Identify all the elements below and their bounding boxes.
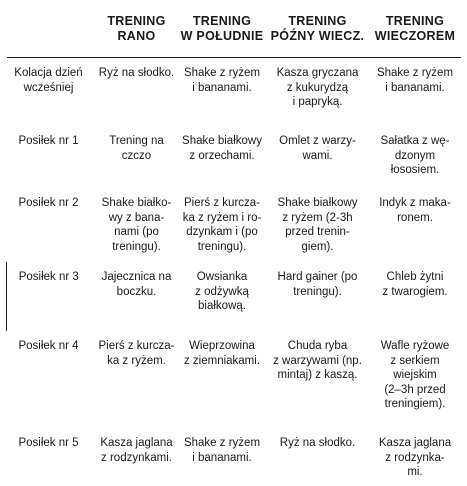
table-cell: Wafle ryżowe z serkiem wiejskim (2–3h przed treningiem). — [370, 331, 461, 428]
table-row — [7, 428, 461, 486]
row-label: Posiłek nr 2 — [7, 188, 95, 262]
header-training-late-evening: TRENING PÓŹNY WIECZ. — [266, 8, 370, 58]
table-cell: Kasza jaglana z rodzynka- mi. — [370, 428, 461, 486]
table-cell: Pierś z kurcza- ka z ryżem. — [95, 331, 179, 428]
table-cell: Wieprzowina z ziemniakami. — [179, 331, 266, 428]
header-corner — [7, 8, 95, 58]
table-cell: Sałatka z wę- dzonym łososiem. — [370, 126, 461, 188]
row-label: Posiłek nr 4 — [7, 331, 95, 428]
table-cell: Trening na czczo — [95, 126, 179, 188]
table-header — [7, 8, 461, 58]
table-cell: Indyk z maka- ronem. — [370, 188, 461, 262]
table-cell: Shake z ryżem i bananami. — [179, 428, 266, 486]
row-label: Posiłek nr 3 — [7, 262, 95, 331]
header-training-noon: TRENING W POŁUDNIE — [179, 8, 266, 58]
meal-plan-table — [6, 8, 461, 486]
header-row — [7, 8, 461, 58]
table-body — [7, 58, 461, 486]
table-row — [7, 126, 461, 188]
table-cell: Shake z ryżem i bananami. — [370, 58, 461, 127]
table-cell: Chuda ryba z warzywami (np. mintaj) z kaszą. — [266, 331, 370, 428]
table-cell: Owsianka z odżywką białkową. — [179, 262, 266, 331]
table-cell: Shake z ryżem i bananami. — [179, 58, 266, 127]
table-cell: Shake białkowy z orzechami. — [179, 126, 266, 188]
table-row — [7, 331, 461, 428]
table-cell: Pierś z kurcza- ka z ryżem i ro- dzynkam i (po treningu). — [179, 188, 266, 262]
table-cell: Kasza gryczana z kukurydzą i papryką. — [266, 58, 370, 127]
header-training-morning: TRENING RANO — [95, 8, 179, 58]
table-cell: Jajecznica na boczku. — [95, 262, 179, 331]
table-cell: Kasza jaglana z rodzynkami. — [95, 428, 179, 486]
table-cell: Chleb żytni z twarogiem. — [370, 262, 461, 331]
header-training-evening: TRENING WIECZOREM — [370, 8, 461, 58]
table-cell: Hard gainer (po treningu). — [266, 262, 370, 331]
table-cell: Shake białkowy z ryżem (2-3h przed trenin- giem). — [266, 188, 370, 262]
table-cell: Shake białko- wy z bana- nami (po treningu). — [95, 188, 179, 262]
table-cell: Ryż na słodko. — [266, 428, 370, 486]
table-row — [7, 188, 461, 262]
row-label: Posiłek nr 1 — [7, 126, 95, 188]
row-label: Kolacja dzień wcześniej — [7, 58, 95, 127]
table-cell: Ryż na słodko. — [95, 58, 179, 127]
table-row — [7, 262, 461, 331]
row-label: Posiłek nr 5 — [7, 428, 95, 486]
table-row — [7, 58, 461, 127]
table-cell: Omlet z warzy- wami. — [266, 126, 370, 188]
